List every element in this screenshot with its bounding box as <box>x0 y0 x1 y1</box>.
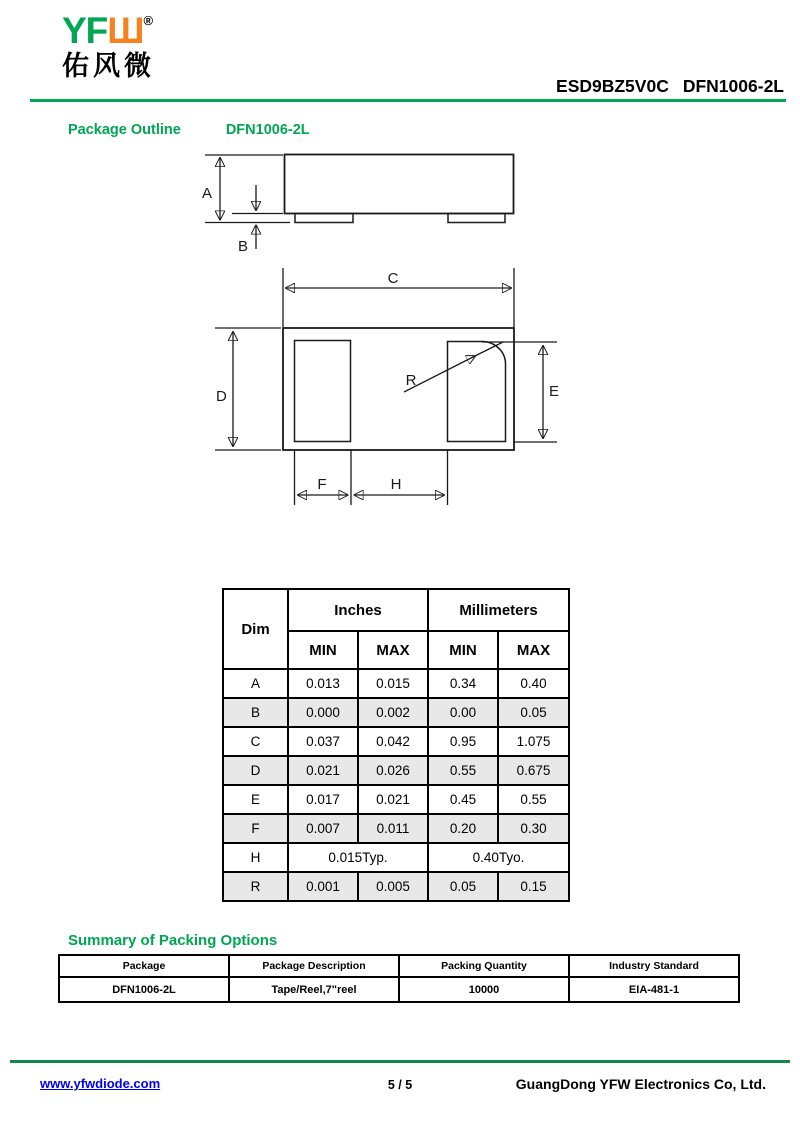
dim-value: 0.05 <box>428 872 498 901</box>
dim-label: R <box>223 872 288 901</box>
dim-value: 0.00 <box>428 698 498 727</box>
package-body-side <box>285 155 514 214</box>
dim-value: 0.05 <box>498 698 569 727</box>
col-group-inches: Inches <box>288 589 428 631</box>
dim-value: 1.075 <box>498 727 569 756</box>
dim-table-header-row1 <box>223 589 569 631</box>
logo-w-mark: Ш <box>107 10 144 51</box>
dim-label-r: R <box>405 372 417 389</box>
dim-value: 0.013 <box>288 669 358 698</box>
logo-wordmark <box>62 12 155 49</box>
dim-value: 0.015 <box>358 669 428 698</box>
dim-value: 0.55 <box>428 756 498 785</box>
dim-label-f: F <box>317 476 327 493</box>
table-row <box>223 756 569 785</box>
col-header-mm-min: MIN <box>428 631 498 669</box>
dim-label-d: D <box>216 388 227 405</box>
dim-value: 0.002 <box>358 698 428 727</box>
dim-label: B <box>223 698 288 727</box>
terminal-left-side <box>295 214 353 223</box>
dim-label-b: B <box>238 238 249 255</box>
dim-value: 0.017 <box>288 785 358 814</box>
packing-standard-value: EIA-481-1 <box>569 977 739 1002</box>
packing-quantity-value: 10000 <box>399 977 569 1002</box>
header-part-number <box>556 76 784 97</box>
dim-value: 0.007 <box>288 814 358 843</box>
dim-label: C <box>223 727 288 756</box>
dim-value: 0.001 <box>288 872 358 901</box>
packing-data-row <box>59 977 739 1002</box>
packing-header-row <box>59 955 739 977</box>
dim-value: 0.042 <box>358 727 428 756</box>
dim-label-c: C <box>387 270 399 287</box>
dim-value: 0.15 <box>498 872 569 901</box>
table-row <box>223 669 569 698</box>
packing-col-package: Package <box>59 955 229 977</box>
packing-description-value: Tape/Reel,7"reel <box>229 977 399 1002</box>
website-link[interactable]: www.yfwdiode.com <box>40 1076 161 1091</box>
col-header-mm-max: MAX <box>498 631 569 669</box>
col-group-millimeters: Millimeters <box>428 589 569 631</box>
col-header-dim: Dim <box>223 589 288 669</box>
dim-value: 0.011 <box>358 814 428 843</box>
dim-label: H <box>223 843 288 872</box>
packing-col-quantity: Packing Quantity <box>399 955 569 977</box>
dim-value: 0.026 <box>358 756 428 785</box>
packing-col-standard: Industry Standard <box>569 955 739 977</box>
table-row <box>223 872 569 901</box>
dim-label: E <box>223 785 288 814</box>
package-body-top <box>283 328 514 450</box>
pad-right <box>448 342 506 442</box>
packing-options-table <box>58 954 740 1003</box>
dim-value: 0.40 <box>498 669 569 698</box>
dim-label: A <box>223 669 288 698</box>
registered-trademark-icon: ® <box>143 13 153 28</box>
dim-value: 0.675 <box>498 756 569 785</box>
dim-value: 0.45 <box>428 785 498 814</box>
table-row <box>223 698 569 727</box>
table-row <box>223 785 569 814</box>
section-title-label: Package Outline <box>68 122 181 138</box>
package-name-text: DFN1006-2L <box>682 76 784 96</box>
package-side-view-drawing <box>195 147 525 262</box>
dim-value: 0.20 <box>428 814 498 843</box>
dim-label-e: E <box>549 383 560 400</box>
packing-options-heading: Summary of Packing Options <box>68 932 278 949</box>
dim-value: 0.000 <box>288 698 358 727</box>
col-header-in-max: MAX <box>358 631 428 669</box>
dim-value-span: 0.40Tyo. <box>428 843 569 872</box>
dim-value-span: 0.015Typ. <box>288 843 428 872</box>
packing-package-value: DFN1006-2L <box>59 977 229 1002</box>
part-number-text: ESD9BZ5V0C <box>556 76 669 96</box>
terminal-right-side <box>448 214 505 223</box>
package-outline-heading <box>68 122 310 138</box>
footer-divider-line <box>10 1060 790 1063</box>
section-package-label: DFN1006-2L <box>225 122 310 138</box>
dim-value: 0.55 <box>498 785 569 814</box>
packing-col-description: Package Description <box>229 955 399 977</box>
dim-value: 0.037 <box>288 727 358 756</box>
table-row <box>223 814 569 843</box>
yfw-logo <box>62 12 155 80</box>
company-name: GuangDong YFW Electronics Co, Ltd. <box>515 1076 766 1092</box>
table-row <box>223 727 569 756</box>
dim-value: 0.30 <box>498 814 569 843</box>
package-top-view-drawing <box>205 265 565 515</box>
page-number: 5 / 5 <box>387 1078 413 1092</box>
dim-value: 0.95 <box>428 727 498 756</box>
dim-label-a: A <box>202 185 213 202</box>
table-row <box>223 843 569 872</box>
header-divider-line <box>30 99 786 102</box>
dim-label: D <box>223 756 288 785</box>
dim-value: 0.021 <box>358 785 428 814</box>
dim-value: 0.34 <box>428 669 498 698</box>
dim-label-h: H <box>390 476 402 493</box>
logo-chinese-name: 佑风微 <box>62 51 155 81</box>
dimension-table <box>222 588 570 902</box>
dim-label: F <box>223 814 288 843</box>
logo-yf-text: YF <box>62 10 108 51</box>
pad-left <box>295 341 351 442</box>
col-header-in-min: MIN <box>288 631 358 669</box>
dim-value: 0.021 <box>288 756 358 785</box>
dim-value: 0.005 <box>358 872 428 901</box>
